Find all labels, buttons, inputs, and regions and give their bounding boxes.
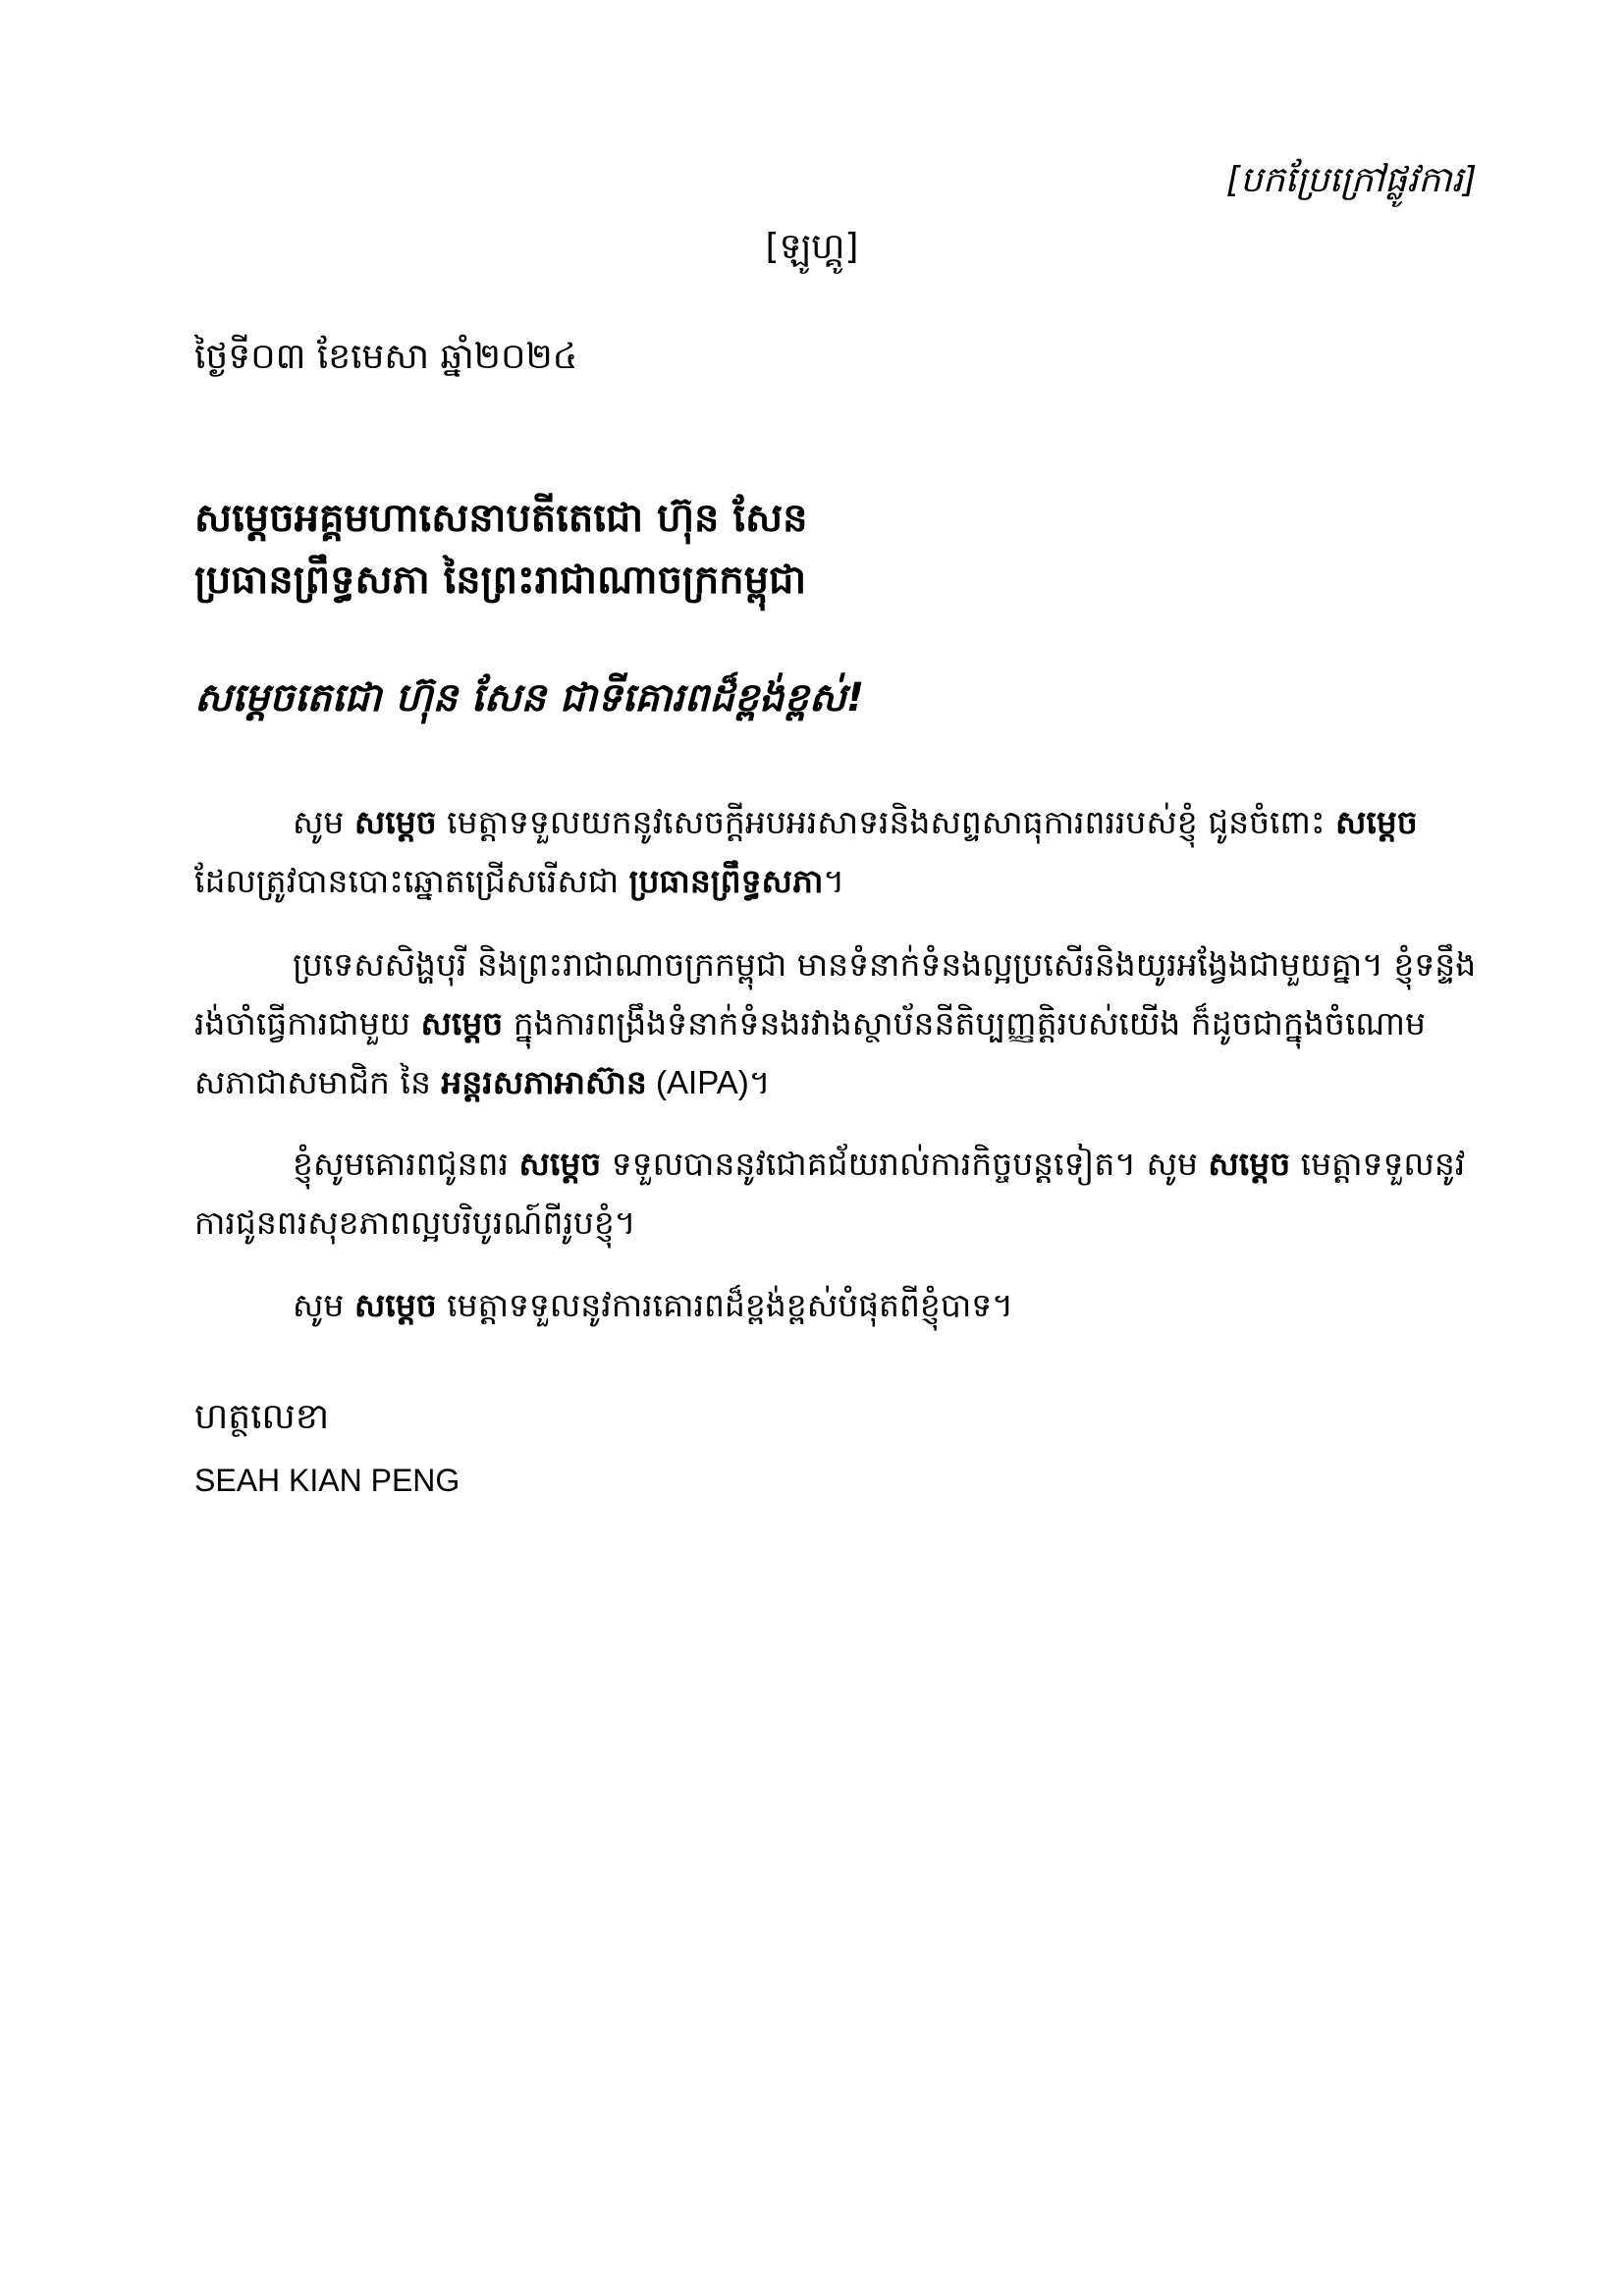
signatory-name: SEAH KIAN PENG <box>194 1463 460 1498</box>
honorific-bold: សម្ដេច <box>353 803 437 841</box>
translation-note: [បកប្រែក្រៅផ្លូវការ] <box>1225 160 1477 200</box>
recipient-title: ប្រធានព្រឹទ្ធសភា នៃព្រះរាជាណាចក្រកម្ពុជា <box>194 558 807 603</box>
text-run: មេត្តាទទួលនូវការគោរពដ៏ខ្ពង់ខ្ពស់បំផុតពីខ្ញុំបាទ។ <box>436 1286 1014 1324</box>
body-paragraph-wishes <box>194 1135 1477 1253</box>
body-paragraph-congratulations <box>194 793 1477 911</box>
organization-name-bold: អន្តរសភាអាស៊ាន <box>441 1063 647 1101</box>
organization-acronym: (AIPA) <box>646 1064 749 1100</box>
position-title-bold: ប្រធានព្រឹទ្ធសភា <box>628 862 824 900</box>
text-run: សូម <box>293 803 354 841</box>
honorific-bold: សម្ដេច <box>420 1004 504 1042</box>
text-run: ប្រទេសសិង្ហបុរី និងព្រះរាជាណាចក្រកម្ពុជា មានទំនាក់ទំនងល្អប្រសើរនិងយូរអង្វែងជាមួយគ្នា។ ខ្ញុំទន្ទឹងរង់ចាំធ្វើការជាមួយ <box>194 945 1477 1042</box>
text-run: ។ <box>748 1063 771 1101</box>
body-paragraph-relations <box>194 935 1477 1112</box>
salutation: សម្ដេចតេជោ ហ៊ុន សែន ជាទីគោរពដ៏ខ្ពង់ខ្ពស់! <box>194 675 865 721</box>
honorific-bold: សម្ដេច <box>1208 1145 1291 1183</box>
letter-date: ថ្ងៃទី០៣ ខែមេសា ឆ្នាំ២០២៤ <box>194 337 578 377</box>
text-run: សូម <box>293 1286 354 1324</box>
body-paragraph-closing <box>194 1276 1477 1335</box>
text-run: ក្នុងការពង្រឹងទំនាក់ទំនងរវាងស្ថាប័ននីតិប្បញ្ញត្តិរបស់យើង ក៏ដូចជាក្នុងចំណោមសភាជាសមាជិក នៃ <box>194 1004 1426 1101</box>
text-run: មេត្តាទទួលនូវការជូនពរសុខភាពល្អបរិបូរណ៍ពីរូបខ្ញុំ។ <box>194 1145 1466 1242</box>
logo-placeholder-note: [ឡូហ្គូ] <box>765 227 859 267</box>
honorific-bold: សម្ដេច <box>1334 803 1418 841</box>
text-run: ។ <box>823 862 845 900</box>
honorific-bold: សម្ដេច <box>518 1145 602 1183</box>
text-run: ដែលត្រូវបានបោះឆ្នោតជ្រើសរើសជា <box>194 862 629 900</box>
recipient-name: សម្តេចអគ្គមហាសេនាបតីតេជោ ហ៊ុន សែន <box>194 496 808 541</box>
text-run: ខ្ញុំសូមគោរពជូនពរ <box>293 1145 519 1183</box>
signature-label: ហត្ថលេខា <box>194 1397 330 1437</box>
text-run: ទទួលបាននូវជោគជ័យរាល់ការកិច្ចបន្តទៀត។ សូម <box>601 1145 1209 1183</box>
honorific-bold: សម្ដេច <box>353 1286 437 1324</box>
text-run: មេត្តាទទួលយកនូវសេចក្តីអបអរសាទរនិងសព្ទសាធុការពររបស់ខ្ញុំ ជូនចំពោះ <box>436 803 1335 841</box>
